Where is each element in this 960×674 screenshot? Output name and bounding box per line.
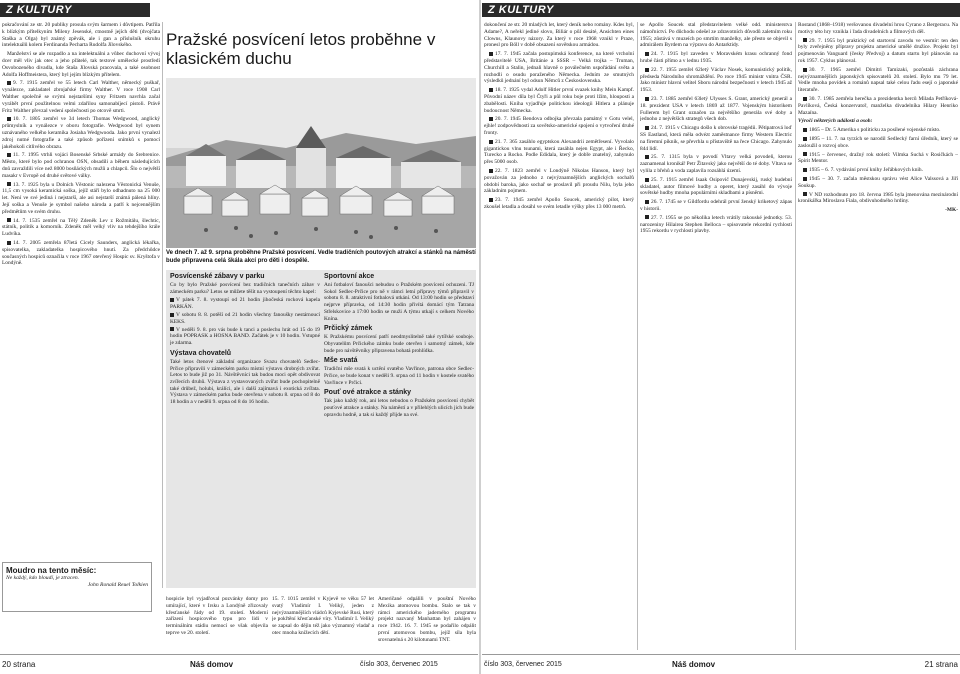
footer-left (0, 656, 478, 674)
program-paragraph: V neděli 9. 8. pro vás bude k tanci a poslechu hrát od 15 do 19 hodin POPRASK a HOSNA BAND. Začátek je v 10 hodin. Vstupné je zdarma. (170, 326, 320, 347)
article-paragraph: 22. 7. 1823 zemřel v Londýně Nikolas Hanson, který byl považován za jednoho z nejvýznamnějších anglických sochařů období baroka, jako sochař se proslavil při proudu Nilu, byla jeho základním pojmem. (484, 167, 634, 195)
article-paragraph: 1865 – Dr. 5 Amerika s politicku za posílené vojenské místo. (809, 127, 941, 134)
bullet-square-icon (7, 218, 11, 222)
bullet-square-icon (803, 177, 807, 181)
bullet-square-icon (489, 117, 493, 121)
column-divider (162, 22, 163, 588)
page-gutter (479, 0, 481, 674)
article-paragraph: 23. 7. 1885 zemřel 63letý Ulysses S. Grant, americký generál a 18. prezident USA v letech 1869 až 1877. Vojenským historikem Fullerem byl Grant označen za největšího generála své doby a jednoho z největších strategů všech dob. (640, 95, 792, 123)
section-heading: Mše svatá (324, 357, 358, 365)
article-paragraph: dokončení ze str. 20 mladých let, který deník nebo romány. Kdes byl, Adame?, A neřekl jediné slovo, Biliár o půl desáté, Ansichten eines Clowns, Klaunovy názory. Za který v roce 1968 vznikl v Praze, pronesl pro Böll v době obsazení sovětskou armádou. (484, 22, 634, 49)
bullet-square-icon (7, 81, 11, 85)
section-heading: Pouť ové atrakce a stánky (324, 389, 412, 397)
article-paragraph: 30. 7. 1965 zemřel Dimitri Tamizaki, pozůstalá záchrana nejvýznamnějších japonských spisovatelů 20. století. Bylo mu 79 let. Vedle mnoha povídek a románů napsal také celou řadu esejí o japonské literatuře. (798, 66, 958, 94)
article-paragraph: 1895 – 11. 7. na tyrzích se narodil Sedlecký farní úředník, který se zasloužil o rozvoj obce. (798, 135, 958, 149)
bullet-square-icon (803, 168, 807, 172)
feature-title-box (166, 30, 476, 68)
bullet-square-icon (803, 97, 807, 101)
article-paragraph: pokračování ze str. 20 publiky prosula svým šarmem i důvtipem. Patřila k blízkým přítelkyním Mileny Jesenské, ctnostně jejích děti (dvojčata Staška a Olga) byl známý zpěvák, ale i gan a příslušník okruhu intelektuálů kolem Ferdinanda Pecharta Rudolfa Jílovského. (2, 22, 160, 49)
bullet-square-icon (803, 128, 807, 132)
article-paragraph: 21. 7. 365 zasáhlo egyptskou Alexandrii zemětřesení. Vyvolalo gigantickou vlnu tsunami, která zasáhla nejen Egypt, ale i Řecko, Turecko a Rocko. Podle Edidala, který je dobře znatelný, zahynulo přes 5000 osob. (484, 138, 634, 166)
photo-caption: Ve dnech 7. až 9. srpna proběhne Pražské posvícení. Vedle tradičních poutových atrakcí a stánků na náměstí bude připravena celá škála akcí pro děti i dospělé. (166, 250, 476, 264)
article-paragraph: 25. 7. 1315 byla v povodí Vltavy velká povodeň, kterou zaznamenal kronikář Petr Žitavský jako největší do té doby. Vltava se vylila z břehů a voda zaplavila rozsáhlá území. (640, 154, 792, 174)
article-paragraph: 24. 7. 1915 byl zaveden v Moravském krasu ochranný fond hrubé části přímo a v lednu 1935. (640, 51, 792, 64)
bullet-square-icon (645, 215, 649, 219)
article-paragraph: 9. 7. 1915 zemřel ve 55 letech Carl Walther, německý puškař, vynálezce, zakladatel zbrojařské firmy Walther. V roce 1908 Carl Walther společně se svými nejstaršími syny Fritzem navrhla začal vyrábět první použitelnou velmi zdařilou samonabíjecí pistoli. Právě Fritz Walther převzal vedení společnosti po otcově smrti. (2, 80, 160, 114)
article-paragraph: 26. 7. 1745 se v Gildfordu odehrál první ženský kriketový zápas v historii. (640, 199, 792, 212)
article-paragraph: 14. 7. 1535 zemřel na Tělý Zdeněk Lev z Rožmitálu, šlechtic, státník, politik a komorník. Zdeněk měl velký vliv na tehdejšího krále Ludvíka. (2, 217, 160, 238)
bullet-square-icon (489, 52, 493, 56)
article-paragraph: se Apollo Soucek stal představitelem velké odd. ministerstva námořnictví. Po důchodu odešel ze zdravotních důvodů zaletním roku 1955; zůstává v muzeích po smrtím manželky, ale přesto se objevil s admirálem Byrdem na výpravu do Antarktidy. (640, 22, 792, 49)
article-paragraph: 30. 7. 1985 zemřela herečka a prezidentka herců Milada Petříková-Pavlíková, Česká konzervatoř, manželka divadelníka Hilary Henriko Mazaína. (798, 95, 958, 116)
program-box (166, 270, 476, 588)
bullet-square-icon (170, 313, 174, 317)
article-paragraph: 22. 7. 1955 zemřel 62letý Václav Nosek, komunistický politik, předseda Národního shromáždění. Po roce 1945 ministr vnitra ČSR. Jako ministr hlavní velitel Sboru národní bezpečnosti v letech 1945 až 1953. (640, 66, 792, 94)
program-right-column (324, 270, 474, 420)
page-number: 21 strana (924, 660, 958, 669)
issue-info: číslo 303, červenec 2015 (484, 661, 562, 668)
bullet-square-icon (645, 126, 649, 130)
program-paragraph: K Pražskému posvícení patří neodmyslitelně také rytířské souboje. Obyvatelům Prčického zámku bude otevřen i samotný zámek, kde bude pro návštěvníky připravena bohatá prohlídka. (324, 334, 474, 354)
feature-photo-prcice-square (166, 78, 476, 248)
bullet-square-icon (170, 327, 174, 331)
bullet-square-icon (645, 155, 649, 159)
section-heading: Posvícenské zábavy v parku (170, 273, 265, 280)
article-paragraph: 20. 7. 1945 Bendova odbojka převzala památný v Gotu velel, ejhle! zodpovědnosti za sovětsko-americké spojení o vytvoření druhé fronty. (484, 116, 634, 136)
program-paragraph: V pátek 7. 8. vystoupí od 21 hodin jihočeská rocková kapela PARKÁN. (170, 296, 320, 310)
article-paragraph: 1935 – 6. 7. vydávání první knihy Jeřábkových knih. (809, 167, 923, 174)
feature-headline: Pražské posvícení letos proběhne v klasickém duchu (166, 30, 436, 68)
footer-rule (482, 654, 960, 655)
column-divider (637, 22, 638, 650)
column-divider (795, 22, 796, 650)
lower-column-3: Američané odpálili v pouštní Nového Mexika atomovou bombu. Stalo se tak v rámci amerického jaderného programu projekt nazvaný Manhattan byl zahájen v roce 1942. 16. 7. 1945 se podařilo odpálit první atomovou bombu, jejíž síla byla srovnatelná s 20 kilotunami TNT. (378, 596, 476, 643)
article-paragraph: 11. 7. 1995 vtrhli vojáci Bosenské Srbské armády do Srebrenice. Město, které bylo pod ochranou OSN, obsadili a během následujících dnů zavraždili více než 8000 bosňáckých mužů a chlapců. Šlo o největší masakr v Evropě od druhé světové války. (2, 152, 160, 179)
bullet-square-icon (803, 152, 807, 156)
article-paragraph: 1915 – červenec, dražný rok století: Vilmka Suchá v Rosičkách – Spirit Mentor. (798, 151, 958, 165)
footer-right (482, 656, 960, 674)
bullet-square-icon (803, 137, 807, 141)
right-column-1 (484, 22, 634, 650)
program-paragraph: Ani fotbaloví fanoušci nebudou o Pražském posvícení ochuzeni. TJ Sokol Sedlec-Prčice pro ně v rámci letní přípravy týmů připravil v sobotu 8. 8. atraktivní fotbalová utkání. Od 13:00 hodin se představí nejprve přípravka, od 14:30 hodin přivítá domácí tým Tatrana Střelskovice a 17:00 hodin se muži A týmu utkají s celkem Nového Knína. (324, 282, 474, 322)
article-paragraph: 17. 7. 1945 začala postupimská konference, na které vrcholní představitelé USA, Británie a SSSR – Velká trojka – Truman, Churchill a Stalin, jednali hlavně o poválečném uspořádání světa a rozhodli o osudu poraženého Německa. Jedním ze smutných výsledků jednání byl odsun Němců z Československa. (484, 51, 634, 85)
bullet-square-icon (803, 192, 807, 196)
program-paragraph: Co by bylo Pražské posvícení bez tradičních tanečních zábav v zámeckém parku? Letos se můžete těšit na vystoupení těchto kapel: (170, 282, 320, 295)
bullet-square-icon (7, 182, 11, 186)
program-paragraph: Také letos čtenové základní organizace Svazu chovatelů Sedlec-Prčice připravili v zámeckém parku místní výstavu drobných zvířat. Letos to bude již po 31. Návštěvníci tak budou moci opět obdivovat zvířecích druhů. Výstava z vystavovaných zvířat bude pochopitelně také drůbež, holubi, králíci, ale i další zajímavá i exotická zvířata. Výstava v zámeckém parku bude otevřena v sobotu 8. srpna od 8 do 18 hodin a v neděli 9. srpna od 8 do 16 hodin. (170, 358, 320, 406)
bullet-square-icon (489, 198, 493, 202)
bullet-square-icon (803, 38, 807, 42)
section-header-left: Z KULTURY (0, 3, 150, 17)
program-paragraph: Tradiční mše svatá k uctění svatého Vavřince, patrona obce Sedlec-Prčice, se bude konat v neděli 9. srpna od 11 hodin v kostele svatého Vavřince v Prčici. (324, 366, 474, 386)
article-paragraph: 10. 7. 1805 zemřel ve 34 letech Thomas Wedgwood, anglický průmyslník a vynálezce v oboru fotografie. Wedgwood byl synem uznávaného velkého keramika Josiaha Wedgwooda. Jako první vynalezl zdroj nutné fotografie a také způsob pořízení snímků s pomocí jakéhokoli citlivého obrazu. (2, 116, 160, 150)
section-heading: Prčický zámek (324, 325, 373, 333)
bullet-square-icon (645, 52, 649, 56)
article-paragraph: Manželství se ale rozpadlo a na intelektuálni a vůbec duchovní vývoj dcer měl vliv jak otec a jeho přátelé, tak textové umělecké prostředí Osvobozeného divadla, kde Staša Jílovská pracovala, a také osobnost Adolfa Hoffmeistera, který byl jejím blízkým přítelem. (2, 51, 160, 78)
left-page (0, 0, 478, 674)
footer-rule (0, 654, 478, 655)
article-paragraph: 23. 7. 1945 zemřel Apollo Soucek, americký pilot, který zkoušel letadla a dosáhl ve svém letadle výšky přes 13 000 metrů. (484, 197, 634, 210)
bullet-square-icon (489, 88, 493, 92)
article-paragraph: 14. 7. 2005 zemřela 87letá Cicely Saunders, anglická lékařka, spisovatelka, zakladatelka hospicového hnutí. Za předchůdce současných hospiců označila v roce 1967 otevřený Hospic sv. Kryštofa v Londýně. (2, 239, 160, 267)
issue-info: číslo 303, červenec 2015 (360, 661, 438, 668)
program-left-column (170, 270, 320, 407)
article-paragraph: 18. 7. 1925 vydal Adolf Hitler první svazek knihy Mein Kampf. Původní název díla byl Čtyři a půl roku boje proti lžím, hlouposti a zbabělosti. Kniha vyjadřuje politickou ideologii Hitlera a plánuje budoucnost Německa. (484, 87, 634, 114)
magazine-name: Náš domov (672, 660, 716, 669)
author-signoff: -MK- (945, 207, 958, 214)
article-paragraph: V ND rozhodnuto pro 18. června 1985 byla jmenována mezinárodní kronikářka Miroslava Fiala, obdivuhodného hrdiny. (798, 191, 958, 205)
article-paragraph: 25. 7. 1915 zemřel Isaak Osipovič Dunajevskij, ruský hudební skladatel, autor filmové hudby a operet, který zasáhl do vývoje sovětské hudby mnoha populárními skladbami a písněmi. (640, 176, 792, 197)
lower-column-2: 15. 7. 1015 zemřel v Kyjevě ve věku 57 let svatý Vladimír I. Veliký, jeden z nejvýznamnějších vládců Kyjevské Rusi, který je pokřtění křesťanské víry. Vladimír I. Veliký se zapsal do dějin též jako významný vladař a otec mnoha knížecích dětí. (272, 596, 374, 636)
section-heading: Výstava chovatelů (170, 349, 232, 357)
left-column-1 (2, 22, 160, 557)
right-column-3 (798, 22, 958, 650)
bullet-square-icon (645, 178, 649, 182)
photo-illustration (166, 78, 476, 248)
bullet-square-icon (7, 241, 11, 245)
page-number: 20 strana (2, 660, 36, 669)
quote-text: Ne každý, kdo bloudí, je ztracen. (6, 575, 80, 581)
right-column-2 (640, 22, 792, 650)
section-heading: Sportovní akce (324, 273, 375, 280)
bullet-square-icon (489, 140, 493, 144)
article-paragraph: 27. 7. 1955 se po několika letech vrátily rakouské jednotky. 53. narozeniny Hilairea Stephen Belloca – spisovatele rekordní rychlosti 1955 rekordu v rychlosti plavby. (640, 214, 792, 235)
bullet-square-icon (7, 117, 11, 121)
article-paragraph: 24. 7. 1915 v Chicagu došlo k obrovské tragédii. Pětipatrová loď SS Eastland, která měla odvézt zaměstnance firmy Western Electric na firemní piknik, se převrhla u přístaviště na řece Chicago. Zahynulo 844 lidí. (640, 125, 792, 152)
right-page (482, 0, 960, 674)
quote-author: John Ronald Reuel Tolkien (87, 582, 148, 588)
article-paragraph: 29. 7. 1955 byl praktický od startovní zavodu ve vesmír: ten den byly zveřejněny přípravy projektu americké umělé družice. Projekt byl pojmenován Vanguard (česky Předvoj) a datum startu byl plánován na rok 1957. Cyklus plánoval. (798, 37, 958, 64)
article-paragraph: Rostand (1868–1918) veršovanou divadelní hrou Cyrano z Bergeracu. Na motivy této hry vznikla i řada divadelních a filmových děl. (798, 22, 958, 35)
quote-title: Moudro na tento měsíc: (6, 566, 97, 575)
section-header-right: Z KULTURY (482, 3, 960, 17)
program-paragraph: V sobotu 8. 8. potěší od 21 hodin všechny fanoušky nestárnoucí KEKS. (170, 311, 320, 325)
bullet-square-icon (645, 200, 649, 204)
quote-of-month-box (2, 562, 152, 612)
program-paragraph: Tak jako každý rok, ani letos nebudou o Pražském posvícení chybět pouťové atrakce a stánky. Na náměstí a v přilehlých ulicích jich bude opravdu hodně, a tak si každý přijde na své. (324, 398, 474, 418)
bullet-square-icon (803, 68, 807, 72)
article-paragraph: 13. 7. 1925 byla u Dolních Věstonic nalezena Věstonická Venuše, 11,5 cm vysoká keramická soška, jejíž stáří bylo odhadnuto na 25 000 let. Není ve své jediná i nejstarší, ale asi nejstarší známá pálená hlíny. Její soška a Venuše je symbol našeho národa a patří k nejcennějším předmětům ve svém druhu. (2, 181, 160, 215)
magazine-name: Náš domov (190, 660, 234, 669)
anniversaries-heading: Výročí některých událostí a osob: (798, 118, 873, 125)
bullet-square-icon (645, 68, 649, 72)
bullet-square-icon (489, 169, 493, 173)
bullet-square-icon (7, 153, 11, 157)
lower-column-1: hospicie byl vyjadřoval pozvánky domy pro umírající, které v Irsku a Londýně zřizovaly křesťanské řády od 19. století. Moderní zařízení hospicového typu pro lidi v terminálním stádiu nemocí se však objevila teprve ve 20. století. (166, 596, 268, 636)
bullet-square-icon (645, 97, 649, 101)
bullet-square-icon (170, 298, 174, 302)
article-paragraph: 1945 – 30. 7. začala městskou správu vést Alice Valssová a Jiří Soukup. (798, 175, 958, 189)
